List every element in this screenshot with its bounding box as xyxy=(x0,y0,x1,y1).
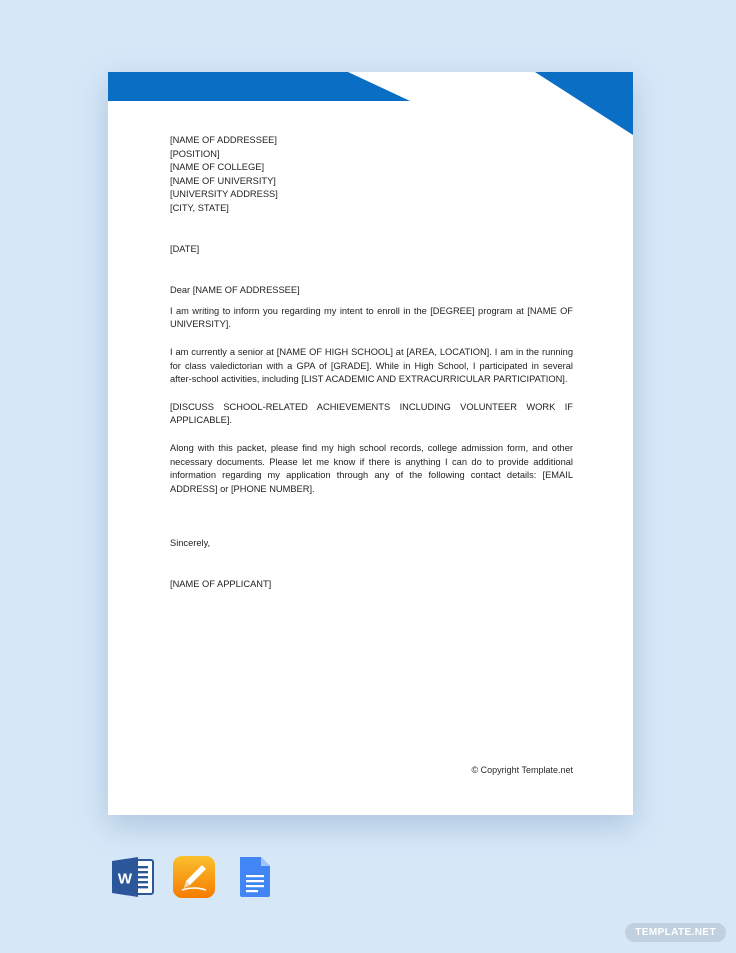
address-line: [NAME OF ADDRESSEE] xyxy=(170,135,277,145)
paragraph-background: I am currently a senior at [NAME OF HIGH SCHOOL] at [AREA, LOCATION]. I am in the running for class valedictorian with a GPA of [GRADE]. While in High School, I participated in several after-school activities, including [LIST ACADEMIC AND EXTRACURRICULAR PARTICIPATION]. xyxy=(170,346,573,385)
closing: Sincerely, xyxy=(170,538,211,549)
google-docs-icon[interactable] xyxy=(233,855,277,899)
signature: [NAME OF APPLICANT] xyxy=(170,578,272,589)
address-line: [NAME OF COLLEGE] xyxy=(170,162,265,173)
pages-icon[interactable] xyxy=(172,855,216,899)
address-block xyxy=(170,134,573,216)
left-banner-shape xyxy=(108,72,410,101)
header-decoration xyxy=(108,72,633,136)
address-line: [POSITION] xyxy=(170,148,220,159)
letter-body xyxy=(170,134,573,591)
letter-date: [DATE] xyxy=(170,243,200,254)
word-icon[interactable] xyxy=(111,855,155,899)
right-corner-shape xyxy=(535,72,633,135)
address-line: [CITY, STATE] xyxy=(170,202,229,213)
paragraph-contact: Along with this packet, please find my high school records, college admission form, and other necessary documents. Please let me know if there is anything I can do to provide additional information regarding my application through any of the following contact details: [EMAIL ADDRESS] or [PHONE NUMBER]. xyxy=(170,442,573,494)
paragraph-achievements: [DISCUSS SCHOOL-RELATED ACHIEVEMENTS INCLUDING VOLUNTEER WORK IF APPLICABLE]. xyxy=(170,401,573,426)
template-net-watermark: TEMPLATE.NET xyxy=(625,923,726,942)
paragraph-intent: I am writing to inform you regarding my intent to enroll in the [DEGREE] program at [NAME OF UNIVERSITY]. xyxy=(170,305,573,330)
address-line: [UNIVERSITY ADDRESS] xyxy=(170,189,278,200)
app-icon-row xyxy=(111,855,277,899)
svg-text:W: W xyxy=(117,870,133,888)
address-line: [NAME OF UNIVERSITY] xyxy=(170,175,276,186)
salutation: Dear [NAME OF ADDRESSEE] xyxy=(170,285,300,296)
letter-page xyxy=(108,72,633,815)
copyright-notice: © Copyright Template.net xyxy=(471,765,573,775)
